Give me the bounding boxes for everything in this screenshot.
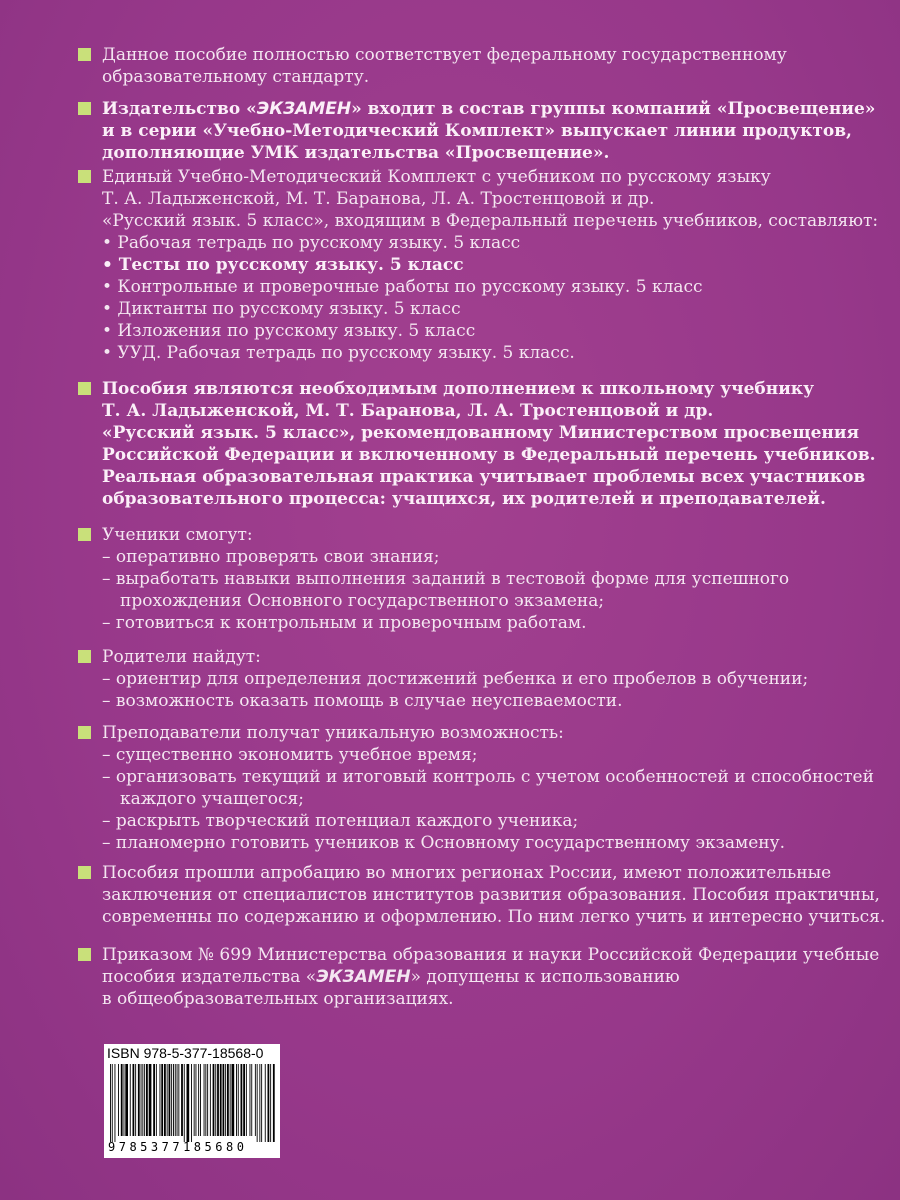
text-line: Издательство «ЭКЗАМЕН» входит в состав группы компаний «Просвещение»: [102, 99, 876, 119]
list-item: • УУД. Рабочая тетрадь по русскому языку. 5 класс.: [102, 343, 575, 363]
text-line: образовательному стандарту.: [102, 67, 370, 87]
isbn-label: ISBN 978-5-377-18568-0: [107, 1045, 264, 1061]
barcode: [108, 1064, 276, 1142]
barcode-bar: [110, 1064, 111, 1142]
text-line: Родители найдут:: [102, 647, 261, 667]
publisher-logo-text: ЭКЗАМЕН: [256, 99, 352, 119]
barcode-bar: [171, 1064, 172, 1136]
barcode-bar: [112, 1064, 113, 1142]
barcode-bar: [225, 1064, 226, 1136]
bullet-marker: [78, 866, 91, 879]
barcode-bar: [164, 1064, 166, 1136]
barcode-bar: [232, 1064, 235, 1136]
barcode-bar: [259, 1064, 260, 1142]
publisher-logo-text: ЭКЗАМЕН: [316, 967, 411, 987]
bullet-marker: [78, 48, 91, 61]
bullet-marker: [78, 948, 91, 961]
info-block-parents: [78, 646, 878, 712]
list-item: – организовать текущий и итоговый контроль с учетом особенностей и способностей: [102, 767, 874, 787]
text-line: дополняющие УМК издательства «Просвещение».: [102, 143, 610, 163]
list-item: – оперативно проверять свои знания;: [102, 547, 440, 567]
barcode-bar: [230, 1064, 231, 1136]
barcode-bar: [178, 1064, 179, 1136]
text-line: заключения от специалистов институтов развития образования. Пособия практичны,: [102, 885, 880, 905]
barcode-bar: [223, 1064, 225, 1136]
barcode-bar: [125, 1064, 128, 1136]
list-item: – планомерно готовить учеников к Основному государственному экзамену.: [102, 833, 786, 853]
barcode-bar: [133, 1064, 135, 1136]
barcode-bar: [115, 1064, 116, 1142]
barcode-bar: [135, 1064, 136, 1136]
bullet-marker: [78, 102, 91, 115]
list-item: • Изложения по русскому языку. 5 класс: [102, 321, 476, 341]
text-line: Единый Учебно-Методический Комплект с учебником по русскому языку: [102, 167, 771, 187]
barcode-bar: [241, 1064, 243, 1136]
list-item: – возможность оказать помощь в случае неуспеваемости.: [102, 691, 623, 711]
list-item: – раскрыть творческий потенциал каждого ученика;: [102, 811, 579, 831]
barcode-bar: [207, 1064, 208, 1136]
barcode-bar: [246, 1064, 247, 1136]
barcode-bar: [220, 1064, 222, 1136]
barcode-bar: [273, 1064, 275, 1142]
barcode-bar: [118, 1064, 119, 1136]
text-line: Преподаватели получат уникальную возможность:: [102, 723, 564, 743]
barcode-bar: [175, 1064, 176, 1136]
info-block-approval: [78, 862, 886, 928]
barcode-bar: [130, 1064, 131, 1136]
text-line: образовательного процесса: учащихся, их родителей и преподавателей.: [102, 489, 826, 509]
barcode-bar: [215, 1064, 216, 1136]
list-item: – готовиться к контрольным и проверочным работам.: [102, 613, 587, 633]
barcode-bar: [257, 1064, 258, 1142]
barcode-bar: [250, 1064, 251, 1136]
barcode-bar: [187, 1064, 190, 1142]
barcode-bar: [161, 1064, 163, 1136]
text-line: современны по содержанию и оформлению. По ним легко учить и интересно учиться.: [102, 907, 886, 927]
list-item: • Диктанты по русскому языку. 5 класс: [102, 299, 461, 319]
barcode-bar: [198, 1064, 199, 1136]
list-item-continued: прохождения Основного государственного экзамена;: [120, 591, 605, 611]
list-item-continued: каждого учащегося;: [120, 789, 305, 809]
list-item: • Контрольные и проверочные работы по русскому языку. 5 класс: [102, 277, 703, 297]
info-block-students: [78, 524, 878, 634]
barcode-bar: [142, 1064, 143, 1136]
text-line: «Русский язык. 5 класс», рекомендованному Министерством просвещения: [102, 423, 860, 443]
barcode-bar: [213, 1064, 215, 1136]
barcode-bar: [191, 1064, 192, 1142]
barcode-bar: [167, 1064, 168, 1136]
barcode-bar: [156, 1064, 157, 1136]
info-block-publisher: [78, 98, 878, 164]
barcode-bar: [181, 1064, 183, 1136]
barcode-bar: [217, 1064, 219, 1136]
barcode-bar: [261, 1064, 262, 1142]
barcode-bar: [194, 1064, 195, 1136]
text-line: «Русский язык. 5 класс», входящим в Федеральный перечень учебников, составляют:: [102, 211, 879, 231]
barcode-bar: [141, 1064, 142, 1136]
bullet-marker: [78, 170, 91, 183]
text-line: Российской Федерации и включенному в Федеральный перечень учебников.: [102, 445, 876, 465]
barcode-bar: [173, 1064, 174, 1136]
barcode-bar: [236, 1064, 237, 1136]
info-block-standard: [78, 44, 878, 88]
info-block-umk: [78, 166, 878, 364]
text-line: и в серии «Учебно-Методический Комплект» выпускает линии продуктов,: [102, 121, 852, 141]
list-item: – существенно экономить учебное время;: [102, 745, 478, 765]
list-item-highlight: • Тесты по русскому языку. 5 класс: [102, 255, 464, 275]
barcode-bar: [268, 1064, 270, 1142]
list-item: – ориентир для определения достижений ребенка и его пробелов в обучении;: [102, 669, 809, 689]
text-line: Пособия являются необходимым дополнением к школьному учебнику: [102, 379, 814, 399]
list-item: • Рабочая тетрадь по русскому языку. 5 класс: [102, 233, 521, 253]
barcode-bar: [238, 1064, 239, 1136]
barcode-bar: [184, 1064, 185, 1142]
bullet-marker: [78, 650, 91, 663]
text-line: Пособия прошли апробацию во многих регионах России, имеют положительные: [102, 863, 832, 883]
text-line: Реальная образовательная практика учитывает проблемы всех участников: [102, 467, 866, 487]
barcode-bar: [196, 1064, 197, 1136]
barcode-bar: [265, 1064, 266, 1142]
text-line: Данное пособие полностью соответствует федеральному государственному: [102, 45, 787, 65]
bullet-marker: [78, 382, 91, 395]
bullet-marker: [78, 528, 91, 541]
barcode-bar: [200, 1064, 201, 1136]
barcode-bar: [121, 1064, 123, 1136]
text-line: Т. А. Ладыженской, М. Т. Баранова, Л. А. Тростенцовой и др.: [102, 401, 714, 421]
barcode-bar: [210, 1064, 211, 1136]
barcode-bar: [270, 1064, 271, 1142]
info-block-order: [78, 944, 878, 1010]
text-line: пособия издательства «ЭКЗАМЕН» допущены к использованию: [102, 967, 680, 987]
barcode-bar: [251, 1064, 252, 1136]
barcode-bar: [204, 1064, 205, 1136]
isbn-digits: 9785377185680: [108, 1140, 248, 1154]
isbn-barcode-box: [104, 1044, 280, 1158]
barcode-bar: [124, 1064, 125, 1136]
barcode-bar: [169, 1064, 171, 1136]
info-block-teachers: [78, 722, 878, 854]
barcode-bar: [255, 1064, 256, 1136]
barcode-bar: [144, 1064, 145, 1136]
bullet-marker: [78, 726, 91, 739]
text-line: Ученики смогут:: [102, 525, 253, 545]
info-block-supplement: [78, 378, 878, 510]
text-line: Т. А. Ладыженской, М. Т. Баранова, Л. А. Тростенцовой и др.: [102, 189, 655, 209]
barcode-bar: [227, 1064, 229, 1136]
text-line: в общеобразовательных организациях.: [102, 989, 454, 1009]
barcode-bar: [177, 1064, 178, 1136]
barcode-bar: [146, 1064, 148, 1136]
text-line: Приказом № 699 Министерства образования и науки Российской Федерации учебные: [102, 945, 880, 965]
barcode-bar: [160, 1064, 161, 1136]
barcode-bar: [138, 1064, 140, 1136]
barcode-bar: [153, 1064, 155, 1136]
barcode-bar: [149, 1064, 152, 1136]
barcode-bar: [205, 1064, 206, 1136]
list-item: – выработать навыки выполнения заданий в тестовой форме для успешного: [102, 569, 790, 589]
barcode-bar: [243, 1064, 245, 1136]
